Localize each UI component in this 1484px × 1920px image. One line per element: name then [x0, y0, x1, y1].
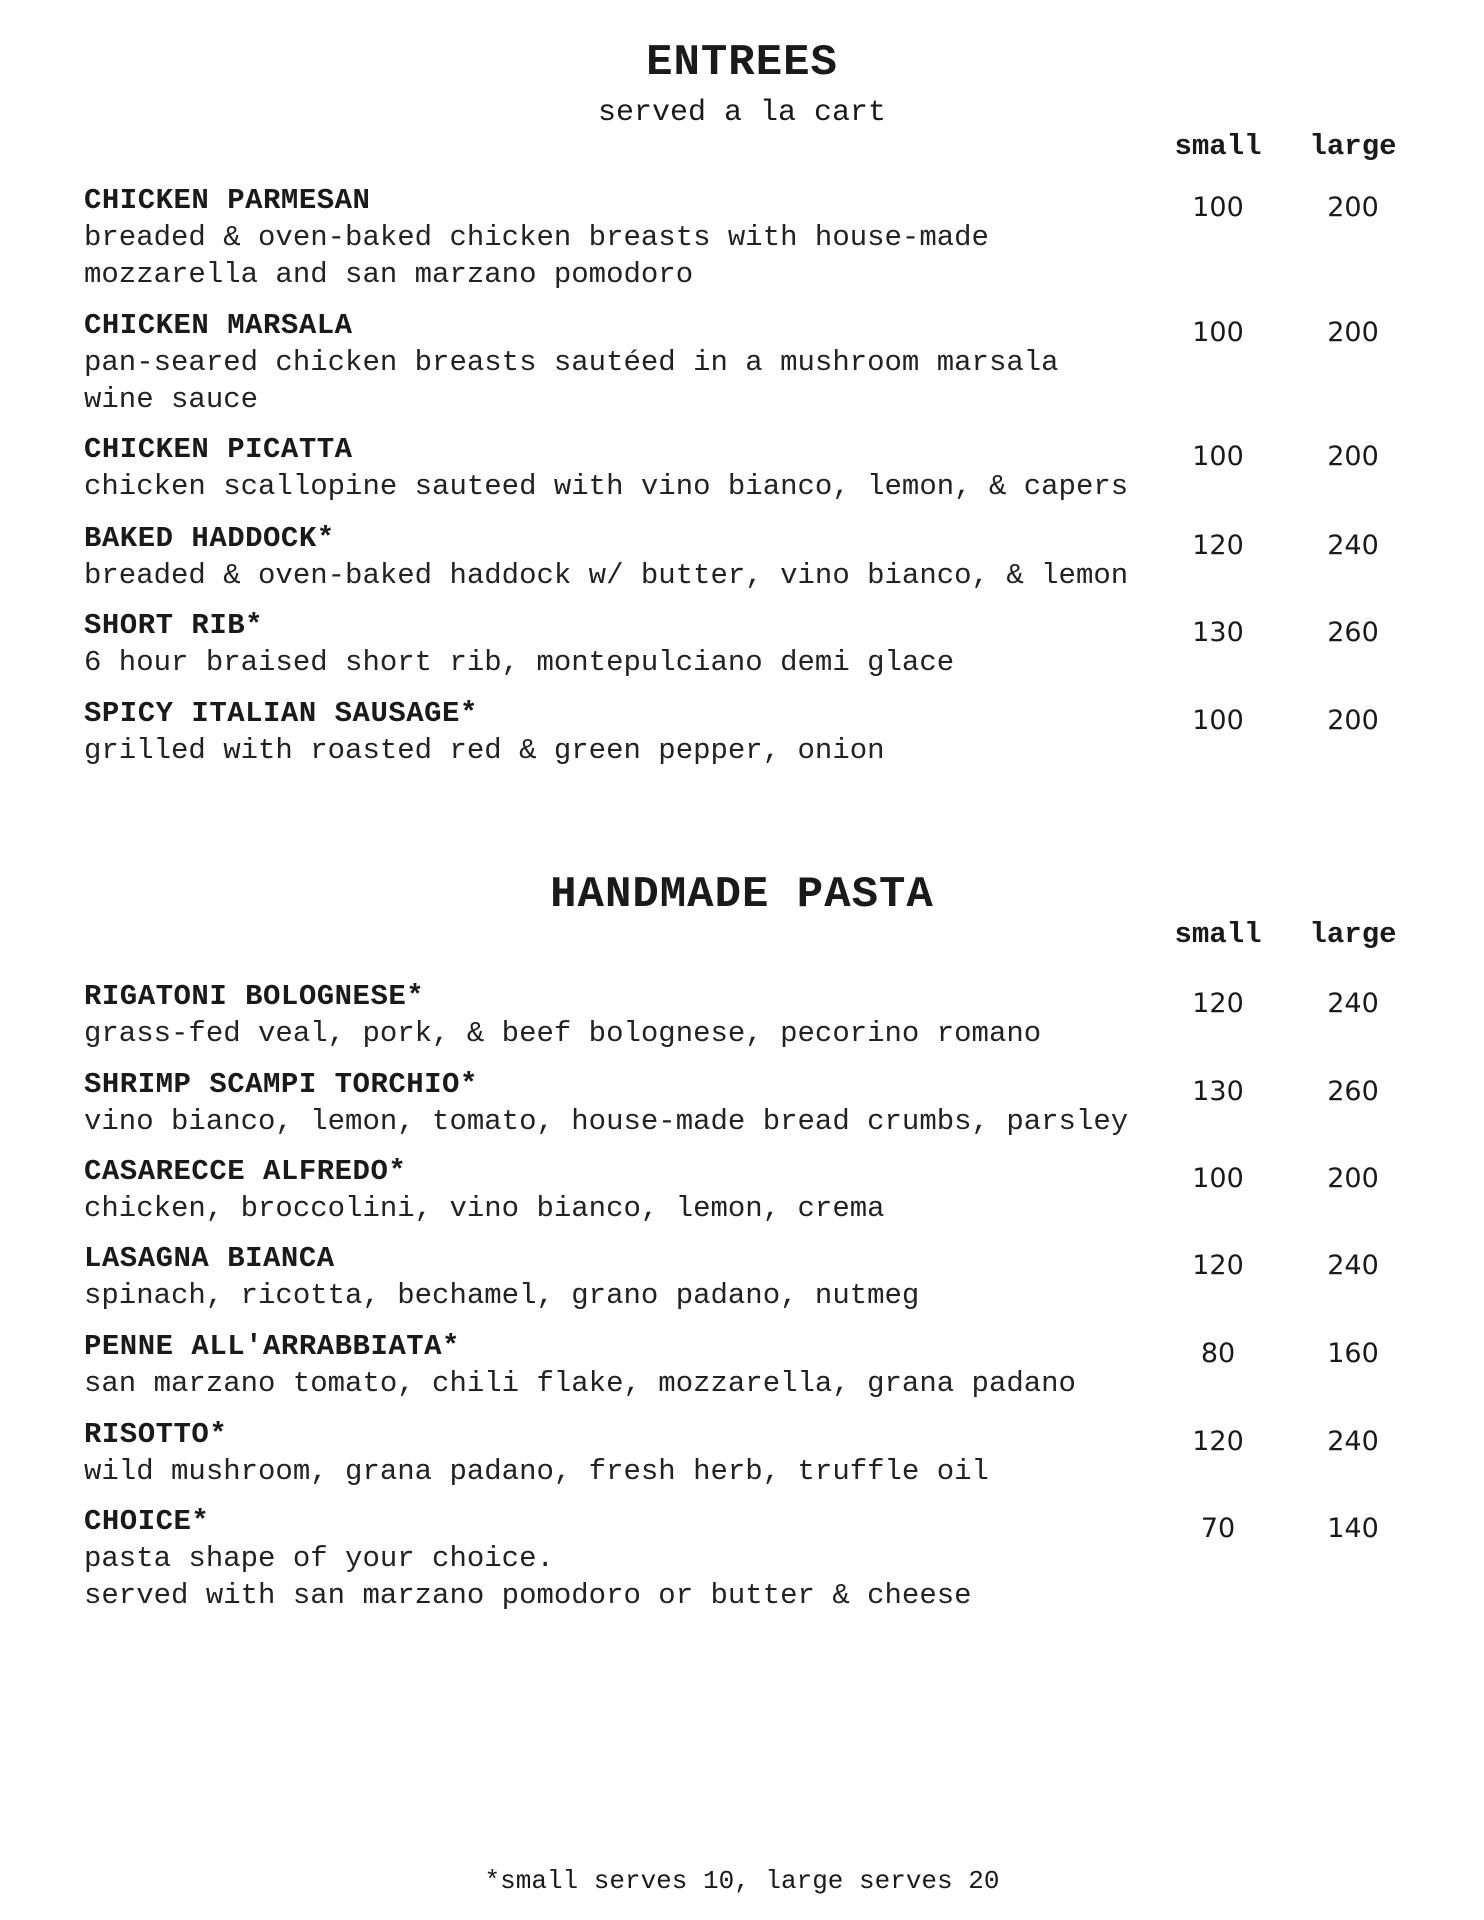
menu-item [84, 695, 1414, 769]
item-description: pan-seared chicken breasts sautéed in a mushroom marsala [84, 346, 1059, 379]
menu-item [84, 1153, 1414, 1227]
small-price: 100 [1192, 441, 1244, 472]
item-name: RIGATONI BOLOGNESE* [84, 980, 425, 1013]
menu-item [84, 1328, 1414, 1402]
entrees-subtitle: served a la cart [597, 96, 887, 130]
entrees-title: ENTREES [646, 38, 838, 88]
menu-item [84, 431, 1414, 505]
item-name: CASARECCE ALFREDO* [84, 1155, 407, 1188]
large-price: 260 [1327, 1076, 1379, 1107]
entrees-large-header: large [1309, 130, 1397, 163]
item-name: CHOICE* [84, 1505, 210, 1538]
menu-item [84, 1066, 1414, 1140]
item-name: CHICKEN MARSALA [84, 309, 353, 342]
item-description: grass-fed veal, pork, & beef bolognese, pecorino romano [84, 1017, 1042, 1050]
item-description: spinach, ricotta, bechamel, grano padano, nutmeg [84, 1279, 920, 1312]
menu-item [84, 1503, 1414, 1614]
item-description: mozzarella and san marzano pomodoro [84, 258, 694, 291]
large-price: 200 [1327, 1163, 1379, 1194]
large-price: 200 [1327, 441, 1379, 472]
pasta-large-header: large [1309, 918, 1397, 951]
small-price: 100 [1192, 705, 1244, 736]
small-price: 100 [1192, 192, 1244, 223]
item-description: breaded & oven-baked haddock w/ butter, vino bianco, & lemon [84, 559, 1129, 592]
item-description: wild mushroom, grana padano, fresh herb, truffle oil [84, 1455, 989, 1488]
small-price: 80 [1200, 1338, 1236, 1369]
menu-item [84, 978, 1414, 1052]
large-price: 160 [1327, 1338, 1379, 1369]
large-price: 200 [1327, 192, 1379, 223]
item-description: 6 hour braised short rib, montepulciano demi glace [84, 646, 955, 679]
small-price: 70 [1200, 1513, 1236, 1544]
large-price: 240 [1327, 530, 1379, 561]
item-name: PENNE ALL'ARRABBIATA* [84, 1330, 460, 1363]
large-price: 200 [1327, 317, 1379, 348]
item-name: SHORT RIB* [84, 609, 264, 642]
item-name: CHICKEN PARMESAN [84, 184, 371, 217]
item-description: chicken scallopine sauteed with vino bianco, lemon, & capers [84, 470, 1129, 503]
menu-item [84, 307, 1414, 418]
menu-item [84, 520, 1414, 594]
menu-item [84, 607, 1414, 681]
small-price: 100 [1192, 1163, 1244, 1194]
item-description: chicken, broccolini, vino bianco, lemon, crema [84, 1192, 885, 1225]
pasta-small-header: small [1174, 918, 1262, 951]
item-description: vino bianco, lemon, tomato, house-made bread crumbs, parsley [84, 1105, 1129, 1138]
item-description: wine sauce [84, 383, 259, 416]
small-price: 120 [1192, 530, 1244, 561]
large-price: 240 [1327, 1426, 1379, 1457]
large-price: 240 [1327, 988, 1379, 1019]
item-name: BAKED HADDOCK* [84, 522, 335, 555]
item-description: grilled with roasted red & green pepper, onion [84, 734, 885, 767]
item-name: CHICKEN PICATTA [84, 433, 353, 466]
entrees-small-header: small [1174, 130, 1262, 163]
item-description: san marzano tomato, chili flake, mozzarella, grana padano [84, 1367, 1076, 1400]
small-price: 120 [1192, 988, 1244, 1019]
item-name: SHRIMP SCAMPI TORCHIO* [84, 1068, 478, 1101]
large-price: 140 [1327, 1513, 1379, 1544]
large-price: 260 [1327, 617, 1379, 648]
small-price: 130 [1192, 617, 1244, 648]
menu-item [84, 1416, 1414, 1490]
item-description: pasta shape of your choice. [84, 1542, 554, 1575]
item-name: LASAGNA BIANCA [84, 1242, 335, 1275]
small-price: 130 [1192, 1076, 1244, 1107]
small-price: 120 [1192, 1250, 1244, 1281]
menu-item [84, 1240, 1414, 1314]
item-description: breaded & oven-baked chicken breasts with house-made [84, 221, 989, 254]
large-price: 200 [1327, 705, 1379, 736]
small-price: 100 [1192, 317, 1244, 348]
large-price: 240 [1327, 1250, 1379, 1281]
footnote: *small serves 10, large serves 20 [484, 1866, 1000, 1896]
item-name: SPICY ITALIAN SAUSAGE* [84, 697, 478, 730]
menu-item [84, 182, 1414, 293]
pasta-title: HANDMADE PASTA [550, 870, 934, 920]
item-description: served with san marzano pomodoro or butter & cheese [84, 1579, 972, 1612]
item-name: RISOTTO* [84, 1418, 228, 1451]
small-price: 120 [1192, 1426, 1244, 1457]
